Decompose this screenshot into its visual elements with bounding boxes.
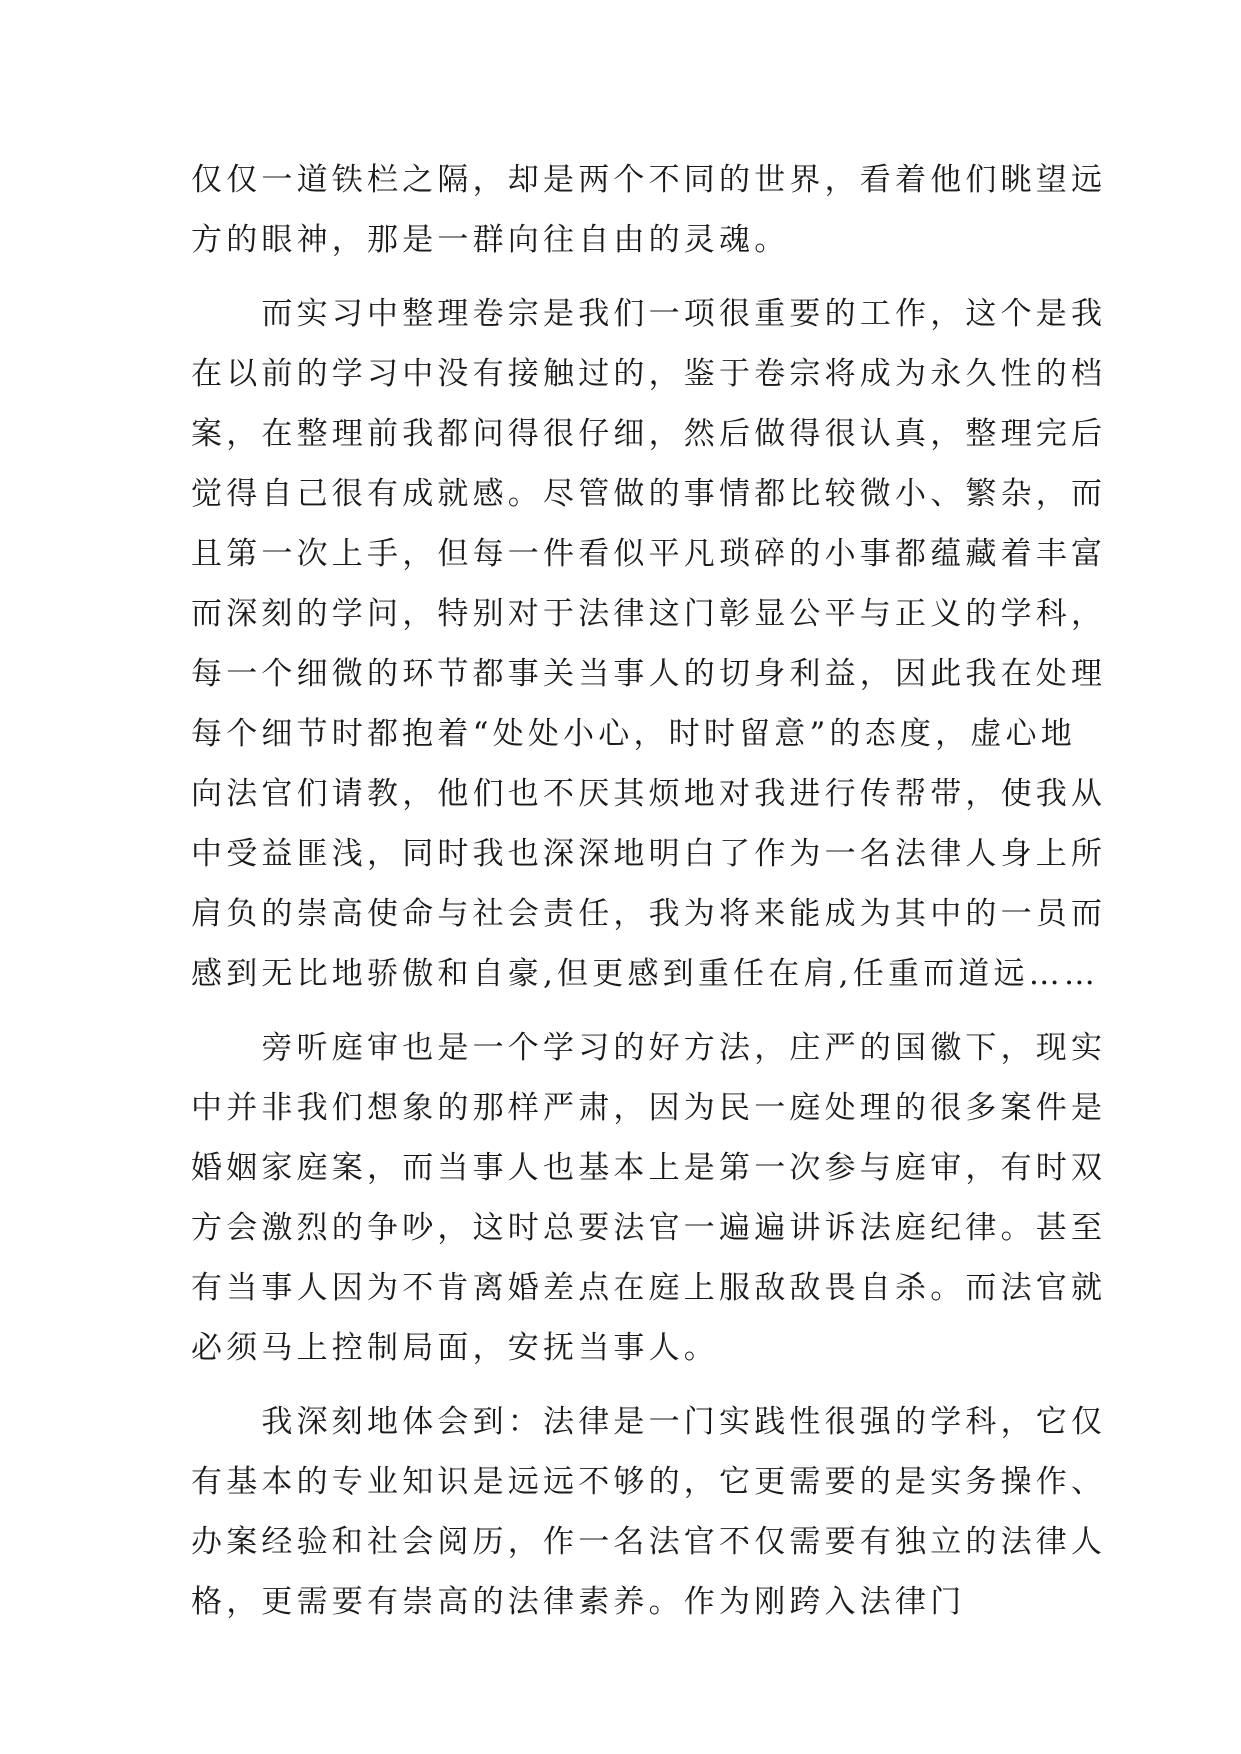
paragraph-3 [191,1018,1107,1378]
text-line: 而深刻的学问，特别对于法律这门彰显公平与正义的学科， [191,596,1107,632]
text-line: 婚姻家庭案，而当事人也基本上是第一次参与庭审，有时双 [191,1150,1107,1186]
paragraph-1 [191,150,1107,270]
text-line: 办案经验和社会阅历，作一名法官不仅需要有独立的法律人 [191,1524,1107,1560]
paragraph-4 [191,1392,1107,1632]
text-line: 感到无比地骄傲和自豪,但更感到重任在肩,任重而道远…… [191,956,1100,992]
text-line: 仅仅一道铁栏之隔，却是两个不同的世界，看着他们眺望远 [191,162,1107,198]
text-line: 中受益匪浅，同时我也深深地明白了作为一名法律人身上所 [191,836,1107,872]
text-line: 必须马上控制局面，安抚当事人。 [191,1330,719,1366]
text-line: 每一个细微的环节都事关当事人的切身利益，因此我在处理 [191,656,1107,692]
text-line: 我深刻地体会到：法律是一门实践性很强的学科，它仅 [191,1404,1107,1440]
text-line: 格，更需要有崇高的法律素养。作为刚跨入法律门 [191,1584,966,1620]
text-line: 方会激烈的争吵，这时总要法官一遍遍讲诉法庭纪律。甚至 [191,1210,1107,1246]
text-line: 旁听庭审也是一个学习的好方法，庄严的国徽下，现实 [191,1030,1107,1066]
text-line: 且第一次上手，但每一件看似平凡琐碎的小事都蕴藏着丰富 [191,536,1107,572]
text-line: 向法官们请教，他们也不厌其烦地对我进行传帮带，使我从 [191,776,1107,812]
paragraph-2 [191,284,1107,1004]
text-line: 肩负的崇高使命与社会责任，我为将来能成为其中的一员而 [191,896,1107,932]
text-line: 方的眼神，那是一群向往自由的灵魂。 [191,222,790,258]
text-line: 而实习中整理卷宗是我们一项很重要的工作，这个是我 [191,296,1107,332]
document-page [191,150,1107,1632]
text-line: 中并非我们想象的那样严肃，因为民一庭处理的很多案件是 [191,1090,1107,1126]
text-line: 觉得自己很有成就感。尽管做的事情都比较微小、繁杂，而 [191,476,1107,512]
text-line: 每个细节时都抱着“处处小心，时时留意”的态度，虚心地 [191,716,1076,752]
text-line: 案，在整理前我都问得很仔细，然后做得很认真，整理完后 [191,416,1107,452]
text-line: 有当事人因为不肯离婚差点在庭上服敌敌畏自杀。而法官就 [191,1270,1107,1306]
text-line: 有基本的专业知识是远远不够的，它更需要的是实务操作、 [191,1464,1107,1500]
text-line: 在以前的学习中没有接触过的，鉴于卷宗将成为永久性的档 [191,356,1107,392]
